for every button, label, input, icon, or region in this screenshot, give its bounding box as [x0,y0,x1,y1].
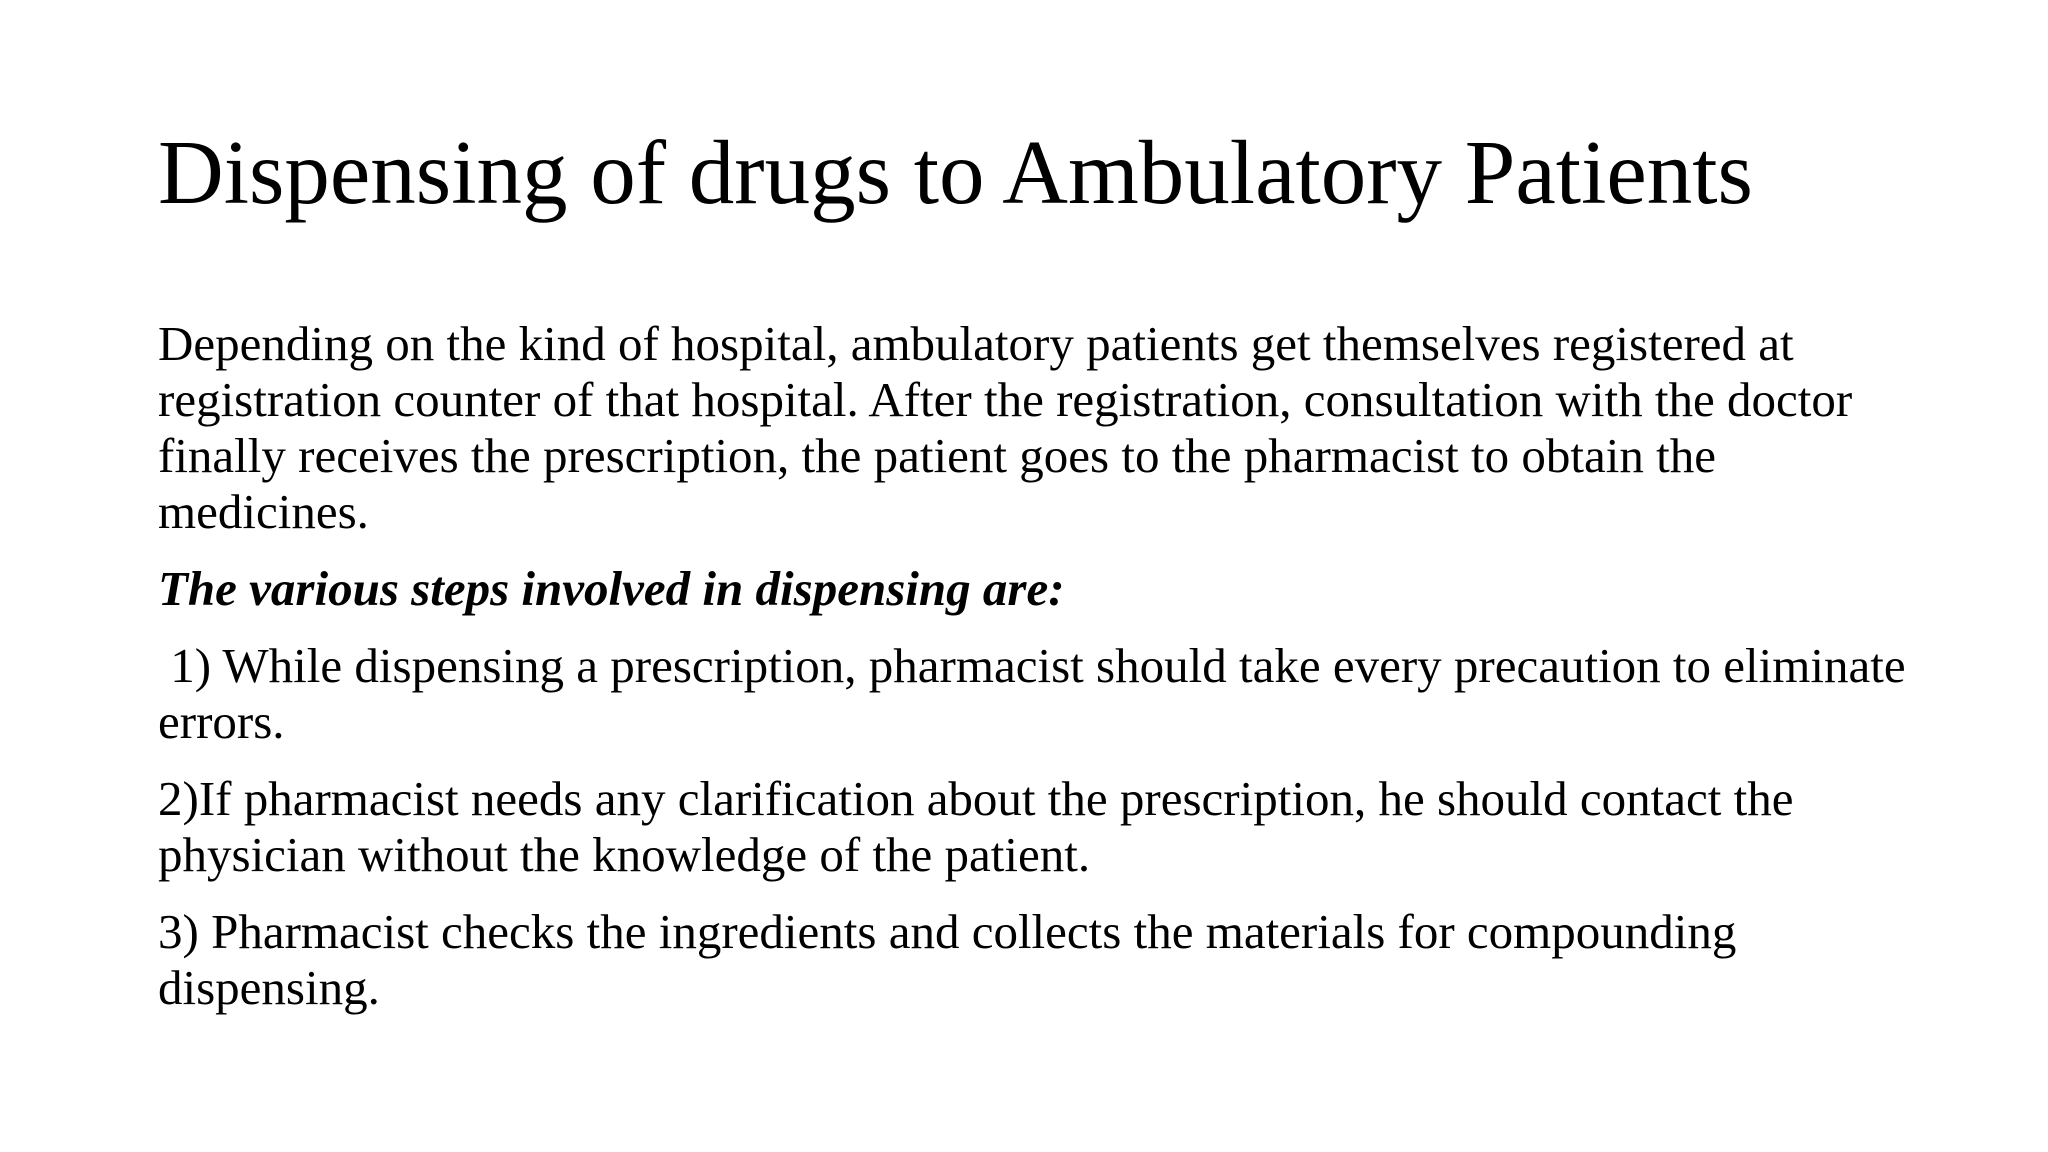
step-item-3: 3) Pharmacist checks the ingredients and collects the materials for compounding dispensing. [158,904,1737,1015]
intro-paragraph: Depending on the kind of hospital, ambulatory patients get themselves registered at registration counter of that hospital. After the registration, consultation with the doctor finally receives the prescription, the patient goes to the pharmacist to obtain the medicines. [158,316,1853,539]
slide-body [158,316,1918,1037]
step-item-2: 2)If pharmacist needs any clarification about the prescription, he should contact the physician without the knowledge of the patient. [158,771,1794,882]
step-item-1: 1) While dispensing a prescription, pharmacist should take every precaution to eliminate errors. [158,638,1906,749]
steps-heading: The various steps involved in dispensing are: [158,561,1065,616]
slide-title: Dispensing of drugs to Ambulatory Patients [158,122,1753,223]
